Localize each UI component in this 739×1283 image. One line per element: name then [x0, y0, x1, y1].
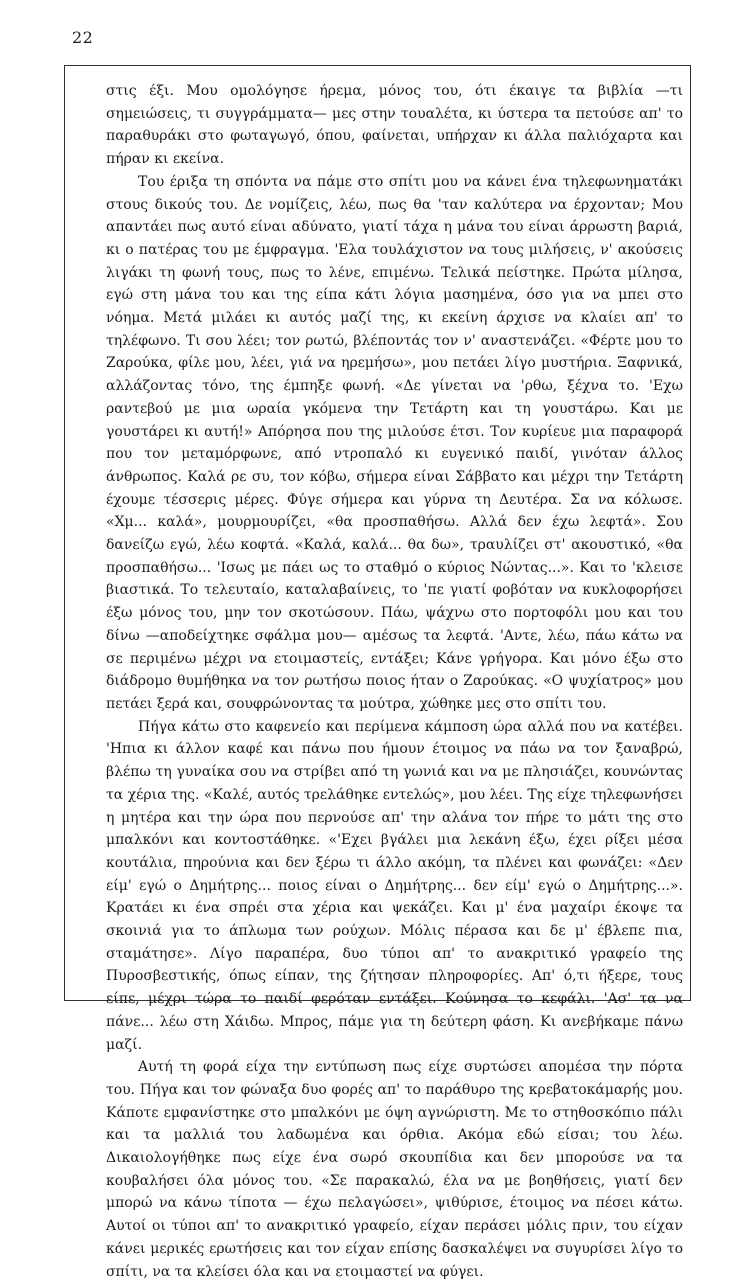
- paragraph-1: στις έξι. Μου ομολόγησε ήρεμα, μόνος του, ότι έκαιγε τα βιβλία —τι σημειώσεις, τι συγγράμματα— μες στην τουαλέτα, κι ύστερα τα πετούσε απ' το παραθυράκι στο φωταγωγό, όπου, φαίνεται, υπήρχαν κι άλλα παλιόχαρτα και πήραν κι εκείνα.: [106, 83, 683, 168]
- page-number: 22: [72, 28, 94, 47]
- paragraph-2: Του έριξα τη σπόντα να πάμε στο σπίτι μου να κάνει ένα τηλεφωνηματάκι στους δικούς του. Δε νομίζεις, λέω, πως θα 'ταν καλύτερα να έρχονταν; Μου απαντάει πως αυτό είναι αδύνατο, γιατί τάχα η μάνα του είναι άρρωστη βαριά, κι ο πατέρας του με έμφραγμα. 'Ελα τουλάχιστον να τους μιλήσεις, ν' ακούσεις λιγάκι τη φωνή τους, πως το λένε, επιμένω. Τελικά πείστηκε. Πρώτα μίλησα, εγώ στη μάνα του και της είπα κάτι λόγια μασημένα, όσο για να μπει στο νόημα. Μετά μιλάει κι αυτός μαζί της, κι εκείνη άρχισε να κλαίει απ' το τηλέφωνο. Τι σου λέει; τον ρωτώ, βλέποντάς τον ν' αναστενάζει. «Φέρτε μου το Ζαρούκα, φίλε μου, λέει, γιά να ηρεμήσω», μου πετάει λίγο μυστήρια. Ξαφνικά, αλλάζοντας τόνο, της έμπηξε φωνή. «Δε γίνεται να 'ρθω, ξέχνα το. 'Εχω ραντεβού με μια ωραία γκόμενα την Τετάρτη και τη γουστάρω. Και με γουστάρει κι αυτή!» Απόρησα που της μιλούσε έτσι. Τον κυρίευε μια παραφορά που τον μεταμόρφωνε, από ντροπαλό κι ευγενικό παιδί, γινόταν άλλος άνθρωπος. Καλά ρε συ, τον κόβω, σήμερα είναι Σάββατο και μέχρι την Τετάρτη έχουμε τέσσερις μέρες. Φύγε σήμερα και γύρνα τη Δευτέρα. Σα να κόλωσε. «Χμ... καλά», μουρμουρίζει, «θα προσπαθήσω. Αλλά δεν έχω λεφτά». Σου δανείζω εγώ, λέω κοφτά. «Καλά, καλά... θα δω», τραυλίζει στ' ακουστικό, «θα προσπαθήσω... 'Ισως με πάει ως το σταθμό ο κύριος Νώντας...». Και το 'κλεισε βιαστικά. Το τελευταίο, καταλαβαίνεις, το 'πε γιατί φοβόταν να κυκλοφορήσει έξω μόνος του, μην τον σκοτώσουν. Πάω, ψάχνω στο πορτοφόλι μου και του δίνω —αποδείχτηκε σφάλμα μου— αμέσως τα λεφτά. 'Αντε, λέω, πάω κάτω να σε περιμένω μέχρι να ετοιμαστείς, εντάξει; Κάνε γρήγορα. Και μόνο έξω στο διάδρομο θυμήθηκα να τον ρωτήσω ποιος ήταν ο Ζαρούκας. «Ο ψυχίατρος» μου πετάει ξερά και, σουφρώνοντας τα μούτρα, χώθηκε μες στο σπίτι του.: [106, 173, 683, 712]
- paragraph-4: Αυτή τη φορά είχα την εντύπωση πως είχε συρτώσει απομέσα την πόρτα του. Πήγα και τον φώναξα δυο φορές απ' το παράθυρο της κρεβατοκάμαρής μου. Κάποτε εμφανίστηκε στο μπαλκόνι με όψη αγνώριστη. Με το στηθοσκόπιο πάλι και τα μαλλιά του λαδωμένα και όρθια. Ακόμα εδώ είσαι; του λέω. Δικαιολογήθηκε πως είχε ένα σωρό σκουπίδια και δεν μπορούσε να τα κουβαλήσει όλα μόνος του. «Σε παρακαλώ, έλα να με βοηθήσεις, γιατί δεν μπορώ να κάνω τίποτα — έχω πελαγώσει», ψιθύρισε, έτοιμος να πέσει κάτω. Αυτοί οι τύποι απ' το ανακριτικό γραφείο, είχαν περάσει μόλις πριν, του είχαν κάνει μερικές ερωτήσεις και τον είχαν επίσης δασκαλέψει να συγυρίσει λίγο το σπίτι, να τα κλείσει όλα και να ετοιμαστεί να φύγει.: [106, 1059, 683, 1280]
- body-text: [106, 80, 683, 1283]
- paragraph-3: Πήγα κάτω στο καφενείο και περίμενα κάμποση ώρα αλλά που να κατέβει. 'Ηπια κι άλλον καφέ και πάνω που ήμουν έτοιμος να πάω να τον ξαναβρώ, βλέπω τη γυναίκα σου να στρίβει από τη γωνιά και να με πλησιάζει, κουνώντας τα χέρια της. «Καλέ, αυτός τρελάθηκε εντελώς», μου λέει. Της είχε τηλεφωνήσει η μητέρα και την ώρα που περνούσε απ' την αλάνα τον πήρε το μάτι της στο μπαλκόνι και κοντοστάθηκε. «'Εχει βγάλει μια λεκάνη έξω, έχει ρίξει μέσα κουτάλια, πηρούνια και δεν ξέρω τι άλλο ακόμη, τα πλένει και φωνάζει: «Δεν είμ' εγώ ο Δημήτρης... ποιος είναι ο Δημήτρης... δεν είμ' εγώ ο Δημήτρης...». Κρατάει κι ένα σπρέι στα χέρια και ψεκάζει. Και μ' ένα μαχαίρι έκοψε τα σκοινιά για το άπλωμα των ρούχων. Μόλις πέρασα και δε μ' έβλεπε πια, σταμάτησε». Λίγο παραπέρα, δυο τύποι απ' το ανακριτικό γραφείο της Πυροσβεστικής, όπως είπαν, της ζήτησαν πληροφορίες. Απ' ό,τι ήξερε, τους είπε, μέχρι τώρα το παιδί φερόταν εντάξει. Κούνησα το κεφάλι. 'Ασ' τα να πάνε... λέω στη Χάιδω. Μπρος, πάμε για τη δεύτερη φάση. Κι ανεβήκαμε πάνω μαζί.: [106, 718, 683, 1053]
